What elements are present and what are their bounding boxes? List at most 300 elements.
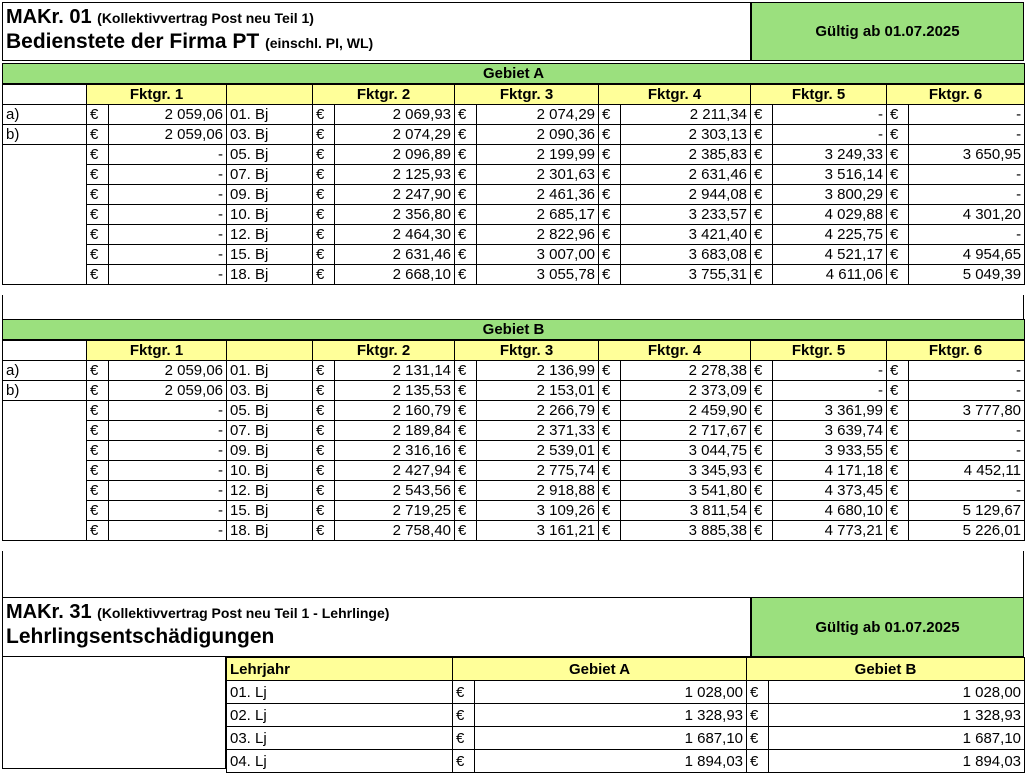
- euro-sign: €: [751, 265, 773, 285]
- euro-sign: €: [453, 704, 475, 727]
- region-band-row: [3, 320, 1025, 341]
- bj-label: 12. Bj: [227, 225, 313, 245]
- fktgr-5-value: -: [773, 381, 887, 401]
- fktgr-2-value: 2 464,30: [335, 225, 455, 245]
- euro-sign: €: [751, 185, 773, 205]
- fktgr-5-header: Fktgr. 5: [751, 84, 887, 105]
- lehrjahr-label: 02. Lj: [227, 704, 453, 727]
- gebiet-a-table: [2, 63, 1025, 285]
- row-tag: b): [3, 381, 87, 401]
- fktgr-2-value: 2 543,56: [335, 481, 455, 501]
- fktgr-4-value: 2 211,34: [621, 105, 751, 125]
- table-row: [227, 750, 1025, 773]
- table-row: [3, 421, 1025, 441]
- lehrjahr-header: Lehrjahr: [227, 658, 453, 681]
- euro-sign: €: [599, 441, 621, 461]
- euro-sign: €: [87, 361, 109, 381]
- euro-sign: €: [313, 521, 335, 541]
- fktgr-6-value: -: [909, 441, 1025, 461]
- fktgr-2-value: 2 427,94: [335, 461, 455, 481]
- fktgr-6-value: -: [909, 105, 1025, 125]
- fk-header-row: [3, 340, 1025, 361]
- fktgr-4-value: 2 385,83: [621, 145, 751, 165]
- euro-sign: €: [455, 421, 477, 441]
- doc2-code-sub: (Kollektivvertrag Post neu Teil 1 - Lehrlinge): [97, 605, 390, 621]
- bj-label: 03. Bj: [227, 125, 313, 145]
- euro-sign: €: [751, 165, 773, 185]
- header-makr31: [2, 597, 1024, 657]
- spacer: [2, 551, 1024, 597]
- bj-label: 07. Bj: [227, 165, 313, 185]
- euro-sign: €: [887, 185, 909, 205]
- table-row: [3, 501, 1025, 521]
- fktgr-4-value: 2 459,90: [621, 401, 751, 421]
- fktgr-6-value: 3 777,80: [909, 401, 1025, 421]
- row-tag: [3, 521, 87, 541]
- fktgr-6-value: -: [909, 481, 1025, 501]
- doc2-code: MAKr. 31: [6, 601, 92, 623]
- gebiet-b-header: Gebiet B: [747, 658, 1025, 681]
- euro-sign: €: [313, 501, 335, 521]
- euro-sign: €: [87, 105, 109, 125]
- fktgr-3-value: 2 539,01: [477, 441, 599, 461]
- euro-sign: €: [747, 704, 769, 727]
- bj-label: 15. Bj: [227, 245, 313, 265]
- lehr-header-row: [227, 658, 1025, 681]
- euro-sign: €: [455, 125, 477, 145]
- table-row: [3, 441, 1025, 461]
- fktgr-6-value: 5 129,67: [909, 501, 1025, 521]
- fktgr-6-header: Fktgr. 6: [887, 84, 1025, 105]
- fktgr-3-value: 3 109,26: [477, 501, 599, 521]
- euro-sign: €: [887, 165, 909, 185]
- fktgr-2-value: 2 758,40: [335, 521, 455, 541]
- euro-sign: €: [599, 401, 621, 421]
- fktgr-5-value: 4 611,06: [773, 265, 887, 285]
- euro-sign: €: [87, 125, 109, 145]
- euro-sign: €: [887, 245, 909, 265]
- fktgr-5-value: 3 361,99: [773, 401, 887, 421]
- doc-title-sub: (einschl. PI, WL): [265, 35, 374, 51]
- fktgr-6-value: 5 226,01: [909, 521, 1025, 541]
- euro-sign: €: [87, 501, 109, 521]
- fktgr-4-value: 3 683,08: [621, 245, 751, 265]
- bj-label: 10. Bj: [227, 461, 313, 481]
- euro-sign: €: [887, 381, 909, 401]
- euro-sign: €: [751, 381, 773, 401]
- euro-sign: €: [751, 205, 773, 225]
- euro-sign: €: [313, 185, 335, 205]
- euro-sign: €: [599, 361, 621, 381]
- euro-sign: €: [887, 441, 909, 461]
- fktgr-5-value: -: [773, 125, 887, 145]
- fktgr-5-value: 3 516,14: [773, 165, 887, 185]
- fktgr-5-value: 4 225,75: [773, 225, 887, 245]
- euro-sign: €: [751, 145, 773, 165]
- bj-label: 15. Bj: [227, 501, 313, 521]
- gebiet-b-value: 1 894,03: [769, 750, 1025, 773]
- euro-sign: €: [751, 125, 773, 145]
- euro-sign: €: [313, 245, 335, 265]
- fktgr-4-value: 3 044,75: [621, 441, 751, 461]
- fktgr-2-value: 2 074,29: [335, 125, 455, 145]
- euro-sign: €: [599, 165, 621, 185]
- gebiet-b-value: 1 328,93: [769, 704, 1025, 727]
- row-tag: [3, 265, 87, 285]
- doc-title: Bedienstete der Firma PT: [6, 30, 260, 53]
- region-band: Gebiet B: [3, 320, 1025, 341]
- euro-sign: €: [599, 105, 621, 125]
- euro-sign: €: [87, 401, 109, 421]
- fktgr-4-header: Fktgr. 4: [599, 84, 751, 105]
- table-row: [3, 265, 1025, 285]
- row-tag: [3, 401, 87, 421]
- table-row: [3, 185, 1025, 205]
- gebiet-a-value: 1 894,03: [475, 750, 747, 773]
- table-row: [3, 205, 1025, 225]
- euro-sign: €: [751, 421, 773, 441]
- euro-sign: €: [313, 145, 335, 165]
- row-tag: b): [3, 125, 87, 145]
- euro-sign: €: [599, 481, 621, 501]
- euro-sign: €: [455, 381, 477, 401]
- euro-sign: €: [887, 521, 909, 541]
- euro-sign: €: [453, 681, 475, 704]
- fktgr-5-value: 4 171,18: [773, 461, 887, 481]
- euro-sign: €: [313, 401, 335, 421]
- euro-sign: €: [747, 727, 769, 750]
- euro-sign: €: [887, 481, 909, 501]
- bj-label: 03. Bj: [227, 381, 313, 401]
- euro-sign: €: [887, 461, 909, 481]
- fktgr-1-value: -: [109, 401, 227, 421]
- row-tag: [3, 225, 87, 245]
- table-row: [3, 225, 1025, 245]
- header-blank: [3, 340, 87, 361]
- euro-sign: €: [887, 125, 909, 145]
- euro-sign: €: [751, 441, 773, 461]
- fktgr-6-value: 3 650,95: [909, 145, 1025, 165]
- fktgr-5-value: 3 639,74: [773, 421, 887, 441]
- table-row: [3, 105, 1025, 125]
- euro-sign: €: [455, 165, 477, 185]
- fktgr-4-value: 2 717,67: [621, 421, 751, 441]
- fktgr-2-value: 2 125,93: [335, 165, 455, 185]
- fktgr-3-value: 2 685,17: [477, 205, 599, 225]
- fktgr-6-value: 4 452,11: [909, 461, 1025, 481]
- table-row: [227, 704, 1025, 727]
- fktgr-5-value: -: [773, 361, 887, 381]
- fktgr-2-value: 2 356,80: [335, 205, 455, 225]
- euro-sign: €: [455, 361, 477, 381]
- euro-sign: €: [455, 401, 477, 421]
- fktgr-3-value: 3 161,21: [477, 521, 599, 541]
- euro-sign: €: [455, 205, 477, 225]
- row-tag: [3, 145, 87, 165]
- fktgr-4-header: Fktgr. 4: [599, 340, 751, 361]
- euro-sign: €: [455, 481, 477, 501]
- euro-sign: €: [313, 205, 335, 225]
- table-row: [3, 361, 1025, 381]
- fktgr-5-value: 4 773,21: [773, 521, 887, 541]
- euro-sign: €: [887, 225, 909, 245]
- fktgr-6-value: 4 954,65: [909, 245, 1025, 265]
- euro-sign: €: [747, 750, 769, 773]
- euro-sign: €: [313, 461, 335, 481]
- euro-sign: €: [87, 381, 109, 401]
- fktgr-4-value: 2 373,09: [621, 381, 751, 401]
- euro-sign: €: [599, 421, 621, 441]
- gebiet-a-value: 1 687,10: [475, 727, 747, 750]
- euro-sign: €: [887, 205, 909, 225]
- fktgr-1-value: -: [109, 165, 227, 185]
- row-tag: [3, 461, 87, 481]
- bj-label: 01. Bj: [227, 361, 313, 381]
- fktgr-3-header: Fktgr. 3: [455, 340, 599, 361]
- header-title-block: [3, 3, 752, 60]
- euro-sign: €: [87, 421, 109, 441]
- euro-sign: €: [751, 481, 773, 501]
- fktgr-5-value: 4 029,88: [773, 205, 887, 225]
- fktgr-2-value: 2 096,89: [335, 145, 455, 165]
- fktgr-1-value: -: [109, 441, 227, 461]
- fktgr-4-value: 3 345,93: [621, 461, 751, 481]
- fktgr-3-value: 2 074,29: [477, 105, 599, 125]
- fktgr-2-header: Fktgr. 2: [313, 340, 455, 361]
- row-tag: a): [3, 105, 87, 125]
- doc2-title: Lehrlingsentschädigungen: [6, 625, 275, 648]
- fktgr-1-value: -: [109, 225, 227, 245]
- fktgr-3-value: 2 918,88: [477, 481, 599, 501]
- fktgr-6-value: -: [909, 185, 1025, 205]
- row-tag: a): [3, 361, 87, 381]
- fktgr-4-value: 2 944,08: [621, 185, 751, 205]
- lehrlinge-table: [226, 657, 1025, 773]
- euro-sign: €: [599, 245, 621, 265]
- doc-code: MAKr. 01: [6, 6, 92, 28]
- fktgr-4-value: 3 233,57: [621, 205, 751, 225]
- euro-sign: €: [455, 145, 477, 165]
- fktgr-2-value: 2 135,53: [335, 381, 455, 401]
- table-row: [3, 381, 1025, 401]
- fktgr-4-value: 3 811,54: [621, 501, 751, 521]
- fktgr-4-value: 2 278,38: [621, 361, 751, 381]
- table-row: [3, 461, 1025, 481]
- fktgr-2-value: 2 131,14: [335, 361, 455, 381]
- row-tag: [3, 481, 87, 501]
- bj-header: [227, 340, 313, 361]
- fktgr-2-value: 2 316,16: [335, 441, 455, 461]
- spacer: [2, 295, 1024, 319]
- table-row: [227, 681, 1025, 704]
- fktgr-6-value: -: [909, 225, 1025, 245]
- row-tag: [3, 205, 87, 225]
- fktgr-1-value: -: [109, 421, 227, 441]
- euro-sign: €: [599, 125, 621, 145]
- fktgr-1-value: -: [109, 185, 227, 205]
- euro-sign: €: [87, 225, 109, 245]
- fktgr-3-value: 2 301,63: [477, 165, 599, 185]
- bj-label: 09. Bj: [227, 441, 313, 461]
- euro-sign: €: [887, 421, 909, 441]
- fktgr-2-value: 2 668,10: [335, 265, 455, 285]
- bj-label: 12. Bj: [227, 481, 313, 501]
- fktgr-1-value: 2 059,06: [109, 125, 227, 145]
- euro-sign: €: [313, 441, 335, 461]
- fktgr-3-value: 2 266,79: [477, 401, 599, 421]
- row-tag: [3, 421, 87, 441]
- euro-sign: €: [455, 501, 477, 521]
- fktgr-3-value: 2 153,01: [477, 381, 599, 401]
- gebiet-a-value: 1 328,93: [475, 704, 747, 727]
- euro-sign: €: [599, 461, 621, 481]
- doc-code-sub: (Kollektivvertrag Post neu Teil 1): [97, 10, 314, 26]
- euro-sign: €: [87, 461, 109, 481]
- fktgr-5-value: 4 680,10: [773, 501, 887, 521]
- fktgr-5-value: 3 249,33: [773, 145, 887, 165]
- table-row: [3, 245, 1025, 265]
- euro-sign: €: [87, 481, 109, 501]
- fktgr-3-value: 2 090,36: [477, 125, 599, 145]
- fktgr-1-value: -: [109, 501, 227, 521]
- fktgr-1-value: -: [109, 145, 227, 165]
- euro-sign: €: [751, 521, 773, 541]
- fktgr-2-value: 2 247,90: [335, 185, 455, 205]
- gebiet-b-table: [2, 319, 1025, 541]
- lehrjahr-label: 03. Lj: [227, 727, 453, 750]
- fktgr-6-header: Fktgr. 6: [887, 340, 1025, 361]
- fktgr-5-value: 3 800,29: [773, 185, 887, 205]
- bj-label: 10. Bj: [227, 205, 313, 225]
- euro-sign: €: [455, 245, 477, 265]
- euro-sign: €: [87, 521, 109, 541]
- fktgr-3-value: 2 371,33: [477, 421, 599, 441]
- fktgr-1-value: 2 059,06: [109, 381, 227, 401]
- euro-sign: €: [455, 105, 477, 125]
- fktgr-1-value: 2 059,06: [109, 105, 227, 125]
- euro-sign: €: [313, 265, 335, 285]
- euro-sign: €: [599, 205, 621, 225]
- euro-sign: €: [313, 381, 335, 401]
- fktgr-3-value: 3 055,78: [477, 265, 599, 285]
- euro-sign: €: [751, 105, 773, 125]
- euro-sign: €: [599, 225, 621, 245]
- euro-sign: €: [87, 145, 109, 165]
- euro-sign: €: [887, 105, 909, 125]
- table-row: [3, 521, 1025, 541]
- fktgr-3-value: 2 775,74: [477, 461, 599, 481]
- euro-sign: €: [313, 481, 335, 501]
- euro-sign: €: [751, 501, 773, 521]
- euro-sign: €: [313, 225, 335, 245]
- fktgr-1-value: 2 059,06: [109, 361, 227, 381]
- fktgr-2-value: 2 069,93: [335, 105, 455, 125]
- row-tag: [3, 501, 87, 521]
- fktgr-1-value: -: [109, 205, 227, 225]
- euro-sign: €: [887, 265, 909, 285]
- fktgr-5-value: -: [773, 105, 887, 125]
- lehrjahr-label: 01. Lj: [227, 681, 453, 704]
- euro-sign: €: [87, 165, 109, 185]
- fktgr-2-value: 2 719,25: [335, 501, 455, 521]
- euro-sign: €: [455, 441, 477, 461]
- euro-sign: €: [751, 461, 773, 481]
- euro-sign: €: [599, 265, 621, 285]
- fktgr-6-value: -: [909, 381, 1025, 401]
- table-row: [3, 125, 1025, 145]
- euro-sign: €: [87, 441, 109, 461]
- row-tag: [3, 441, 87, 461]
- bj-label: 18. Bj: [227, 521, 313, 541]
- euro-sign: €: [599, 145, 621, 165]
- fktgr-5-header: Fktgr. 5: [751, 340, 887, 361]
- fktgr-1-value: -: [109, 265, 227, 285]
- bj-header: [227, 84, 313, 105]
- valid-from-badge: Gültig ab 01.07.2025: [752, 3, 1023, 60]
- fktgr-4-value: 3 755,31: [621, 265, 751, 285]
- euro-sign: €: [599, 381, 621, 401]
- fktgr-5-value: 3 933,55: [773, 441, 887, 461]
- table-row: [3, 145, 1025, 165]
- fktgr-1-header: Fktgr. 1: [87, 340, 227, 361]
- euro-sign: €: [751, 245, 773, 265]
- fktgr-4-value: 3 541,80: [621, 481, 751, 501]
- euro-sign: €: [599, 501, 621, 521]
- euro-sign: €: [87, 185, 109, 205]
- fktgr-3-value: 2 822,96: [477, 225, 599, 245]
- fktgr-3-header: Fktgr. 3: [455, 84, 599, 105]
- fktgr-5-value: 4 521,17: [773, 245, 887, 265]
- fktgr-4-value: 3 885,38: [621, 521, 751, 541]
- euro-sign: €: [313, 165, 335, 185]
- bj-label: 18. Bj: [227, 265, 313, 285]
- euro-sign: €: [453, 727, 475, 750]
- euro-sign: €: [455, 521, 477, 541]
- fktgr-6-value: 4 301,20: [909, 205, 1025, 225]
- fk-header-row: [3, 84, 1025, 105]
- gebiet-a-value: 1 028,00: [475, 681, 747, 704]
- fktgr-3-value: 2 461,36: [477, 185, 599, 205]
- euro-sign: €: [455, 461, 477, 481]
- lehrjahr-label: 04. Lj: [227, 750, 453, 773]
- euro-sign: €: [887, 501, 909, 521]
- euro-sign: €: [747, 681, 769, 704]
- euro-sign: €: [455, 265, 477, 285]
- fktgr-6-value: -: [909, 165, 1025, 185]
- fktgr-3-value: 2 136,99: [477, 361, 599, 381]
- euro-sign: €: [887, 401, 909, 421]
- euro-sign: €: [455, 185, 477, 205]
- fktgr-1-header: Fktgr. 1: [87, 84, 227, 105]
- euro-sign: €: [313, 125, 335, 145]
- euro-sign: €: [599, 521, 621, 541]
- table-row: [3, 401, 1025, 421]
- gebiet-b-value: 1 028,00: [769, 681, 1025, 704]
- row-tag: [3, 165, 87, 185]
- header-makr01: [2, 2, 1024, 61]
- gebiet-b-value: 1 687,10: [769, 727, 1025, 750]
- gebiet-a-header: Gebiet A: [453, 658, 747, 681]
- bj-label: 07. Bj: [227, 421, 313, 441]
- header-blank: [3, 84, 87, 105]
- bj-label: 01. Bj: [227, 105, 313, 125]
- euro-sign: €: [453, 750, 475, 773]
- euro-sign: €: [87, 205, 109, 225]
- region-band-row: [3, 64, 1025, 85]
- fktgr-6-value: 5 049,39: [909, 265, 1025, 285]
- euro-sign: €: [751, 225, 773, 245]
- fktgr-6-value: -: [909, 361, 1025, 381]
